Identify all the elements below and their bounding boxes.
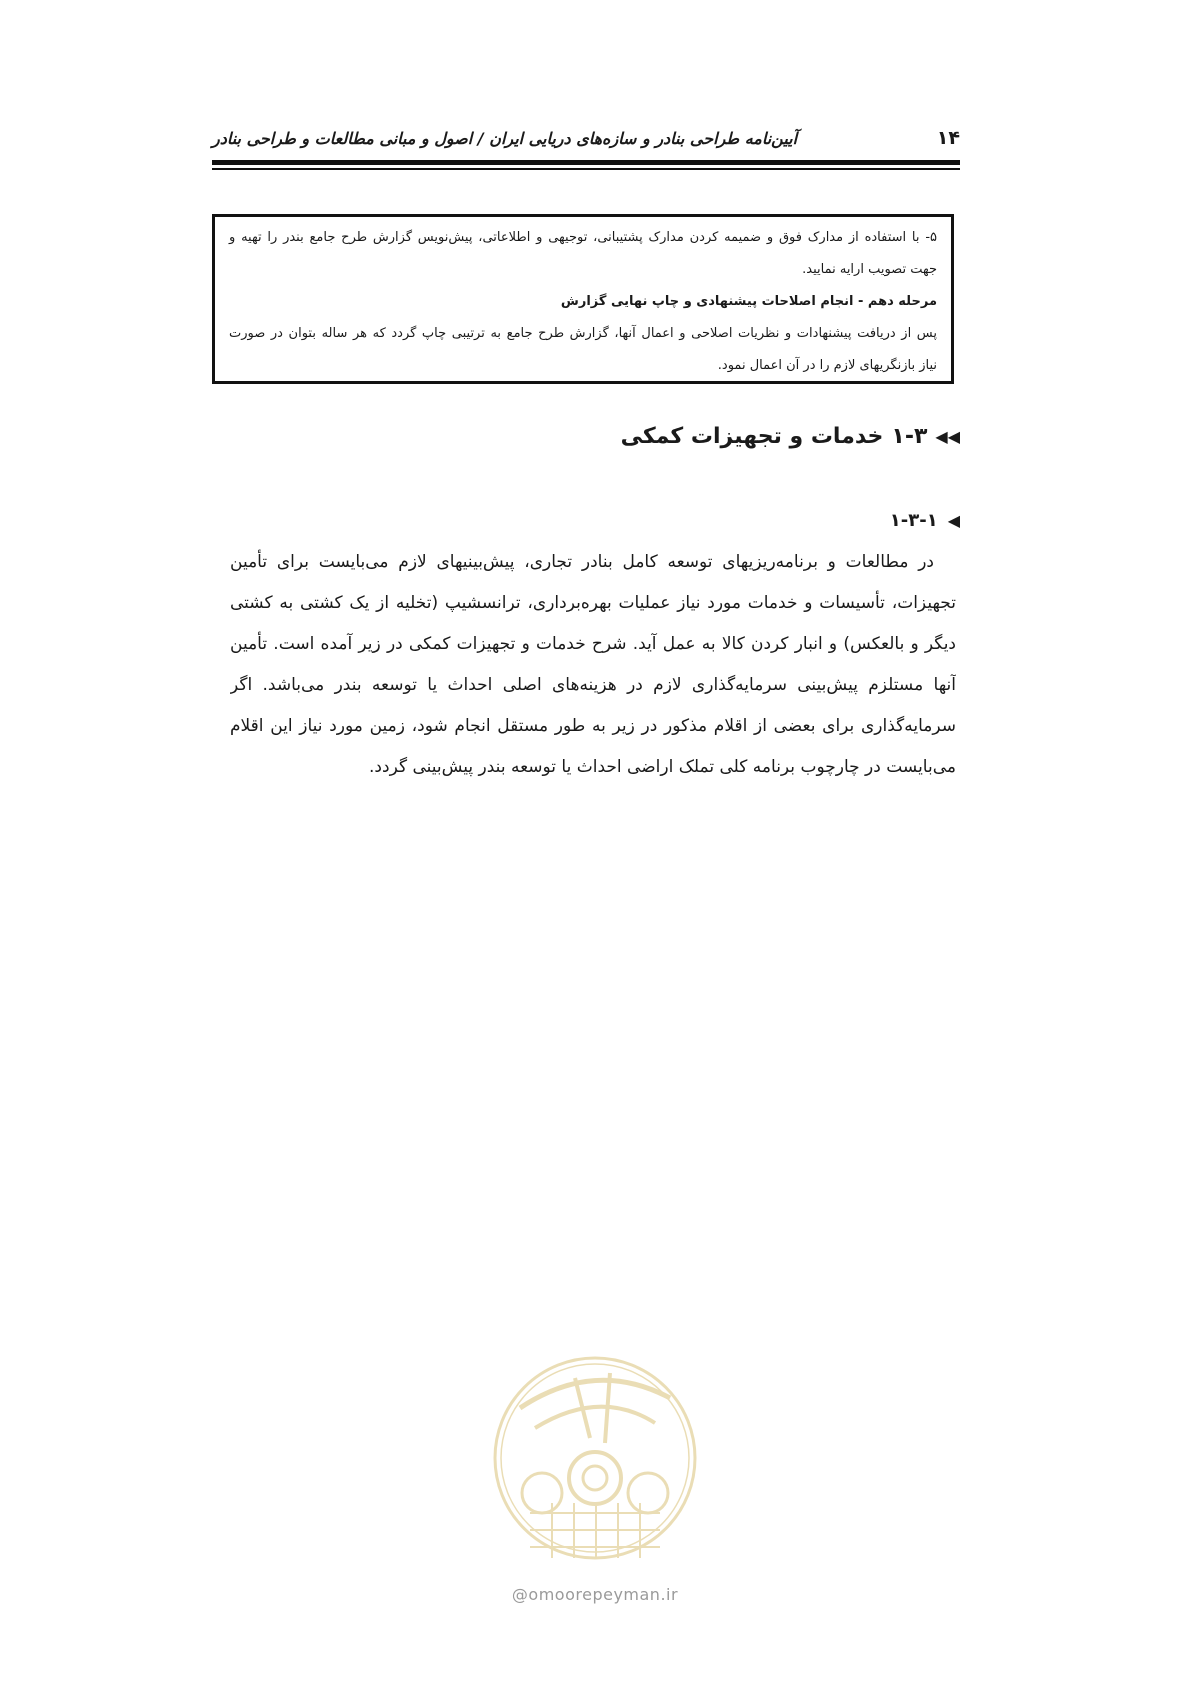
- note-line: پس از دریافت پیشنهادات و نظریات اصلاحی و اعمال آنها، گزارش طرح جامع به ترتیبی چاپ گردد که هر ساله بتوان در صورت: [229, 326, 937, 341]
- arrow-icon: ◀: [947, 511, 960, 530]
- running-header: [212, 120, 960, 156]
- subsection-number: ۱-۳-۱: [889, 510, 938, 531]
- boxed-note: [212, 214, 954, 384]
- note-line: نیاز بازنگریهای لازم را در آن اعمال نمود.: [717, 358, 937, 373]
- paragraph-line: سرمایه‌گذاری برای بعضی از اقلام مذکور در زیر به طور مستقل انجام شود، زمین مورد نیاز این اقلام: [230, 716, 956, 736]
- paragraph-line: دیگر و بالعکس) و انبار کردن کالا به عمل آید. شرح خدمات و تجهیزات کمکی در زیر آمده است. تأمین: [230, 634, 956, 654]
- header-rule-thick: [212, 160, 960, 165]
- watermark-logo: [480, 1318, 710, 1618]
- watermark-url: @omoorepeyman.ir: [511, 1585, 679, 1604]
- body-paragraph: [230, 542, 956, 788]
- note-line: ۵- با استفاده از مدارک فوق و ضمیمه کردن مدارک پشتیبانی، توجیهی و اطلاعاتی، پیش‌نویس گزارش طرح جامع بندر را تهیه و: [229, 230, 937, 245]
- note-step-heading: مرحله دهم - انجام اصلاحات پیشنهادی و چاپ نهایی گزارش: [560, 294, 937, 309]
- paragraph-line: آنها مستلزم پیش‌بینی سرمایه‌گذاری لازم در هزینه‌های اصلی احداث یا توسعه بندر می‌باشد. اگر: [230, 675, 956, 695]
- double-arrow-icon: ◀◀: [935, 427, 960, 446]
- section-title: خدمات و تجهیزات کمکی: [620, 424, 884, 449]
- paragraph-line: در مطالعات و برنامه‌ریزیهای توسعه کامل بنادر تجاری، پیش‌بینیهای لازم می‌بایست برای تأمین: [230, 552, 934, 572]
- running-title: آیین‌نامه طراحی بنادر و سازه‌های دریایی ایران / اصول و مبانی مطالعات و طراحی بنادر: [212, 128, 798, 148]
- subsection-heading: [890, 510, 960, 531]
- paragraph-line: تجهیزات، تأسیسات و خدمات مورد نیاز عملیات بهره‌برداری، ترانسشیپ (تخلیه از یک کشتی به کشتی: [230, 593, 956, 613]
- paragraph-line: می‌بایست در چارچوب برنامه کلی تملک اراضی احداث یا توسعه بندر پیش‌بینی گردد.: [369, 757, 956, 777]
- note-line: جهت تصویب ارایه نمایید.: [802, 262, 937, 277]
- header-rule-thin: [212, 168, 960, 170]
- section-heading: [621, 424, 960, 449]
- page-number: ۱۴: [936, 127, 960, 149]
- section-number: ۱-۳: [891, 424, 928, 449]
